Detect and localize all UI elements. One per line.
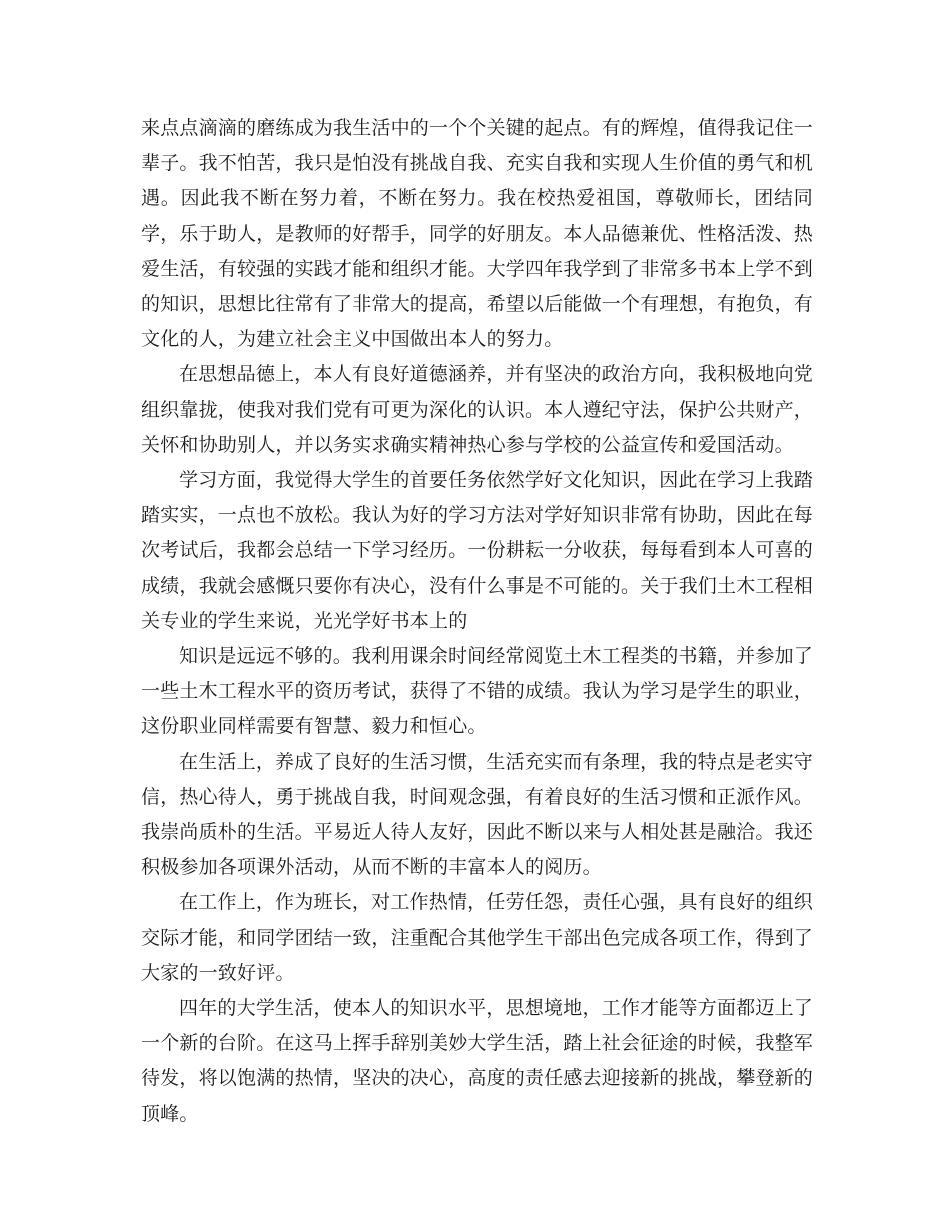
paragraph-study: 学习方面，我觉得大学生的首要任务依然学好文化知识，因此在学习上我踏踏实实，一点也不放松。我认为好的学习方法对学好知识非常有协助，因此在每次考试后，我都会总结一下学习经历。一份耕耘一分收获，每每看到本人可喜的成绩，我就会感慨只要你有决心，没有什么事是不可能的。关于我们土木工程相关专业的学生来说，光光学好书本上的 bbox=[141, 469, 814, 632]
paragraph-life: 在生活上，养成了良好的生活习惯，生活充实而有条理，我的特点是老实守信，热心待人，勇于挑战自我，时间观念强，有着良好的生活习惯和正派作风。我崇尚质朴的生活。平易近人待人友好，因此不断以来与人相处甚是融洽。我还积极参加各项课外活动，从而不断的丰富本人的阅历。 bbox=[141, 750, 814, 879]
paragraph-moral-character: 在思想品德上，本人有良好道德涵养，并有坚决的政治方向，我积极地向党组织靠拢，使我对我们党有可更为深化的认识。本人遵纪守法，保护公共财产，关怀和协助别人，并以务实求确实精神热心参与学校的公益宣传和爱国活动。 bbox=[141, 363, 814, 456]
paragraph-conclusion: 四年的大学生活，使本人的知识水平，思想境地，工作才能等方面都迈上了一个新的台阶。在这马上挥手辞别美妙大学生活，踏上社会征途的时候，我整军待发，将以饱满的热情，坚决的决心，高度的责任感去迎接新的挑战，攀登新的顶峰。 bbox=[141, 997, 814, 1125]
paragraph-study-continued: 知识是远远不够的。我利用课余时间经常阅览土木工程类的书籍，并参加了一些土木工程水平的资历考试，获得了不错的成绩。我认为学习是学生的职业，这份职业同样需要有智慧、毅力和恒心。 bbox=[141, 645, 814, 738]
document-body bbox=[141, 111, 813, 1132]
paragraph-intro: 来点点滴滴的磨练成为我生活中的一个个关键的起点。有的辉煌，值得我记住一辈子。我不怕苦，我只是怕没有挑战自我、充实自我和实现人生价值的勇气和机遇。因此我不断在努力着，不断在努力。我在校热爱祖国，尊敬师长，团结同学，乐于助人，是教师的好帮手，同学的好朋友。本人品德兼优、性格活泼、热爱生活，有较强的实践才能和组织才能。大学四年我学到了非常多书本上学不到的知识，思想比往常有了非常大的提高，希望以后能做一个有理想，有抱负，有文化的人，为建立社会主义中国做出本人的努力。 bbox=[141, 117, 814, 351]
paragraph-work: 在工作上，作为班长，对工作热情，任劳任怨，责任心强，具有良好的组织交际才能，和同学团结一致，注重配合其他学生干部出色完成各项工作，得到了大家的一致好评。 bbox=[141, 891, 814, 984]
